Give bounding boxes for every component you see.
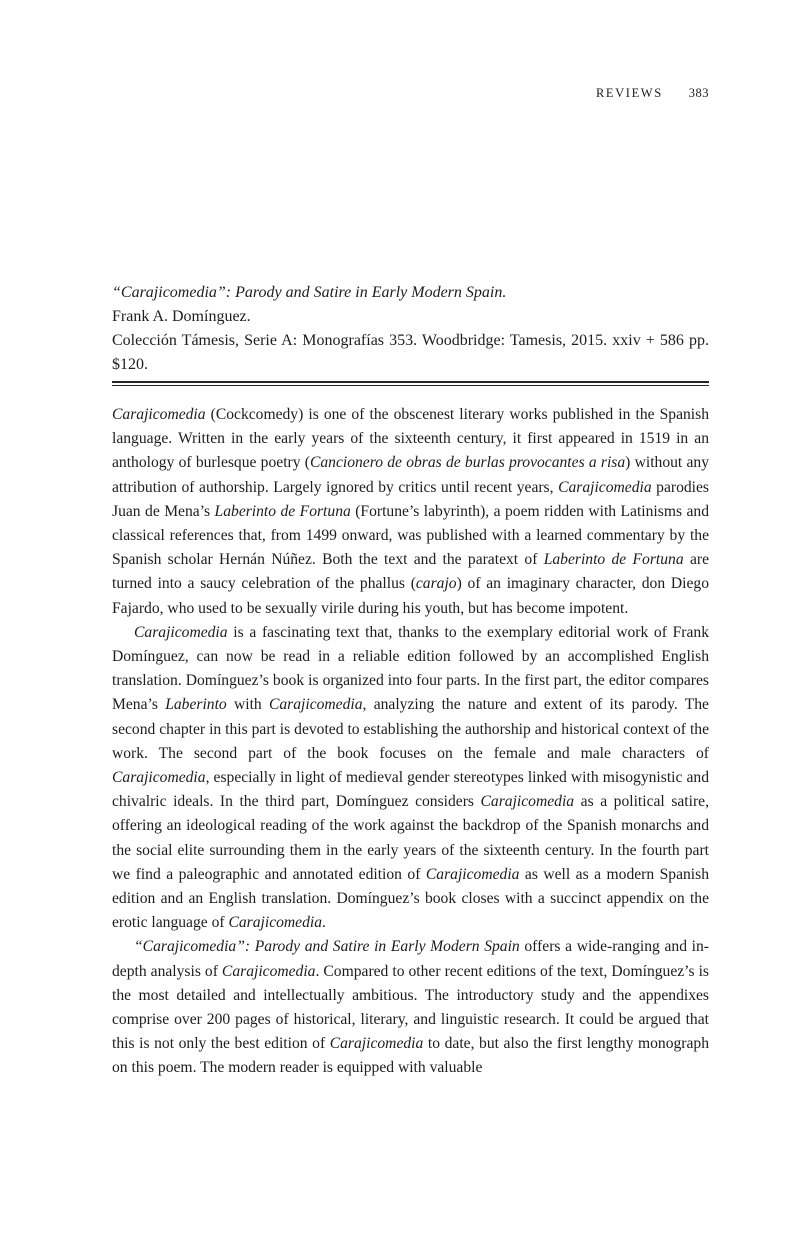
review-paragraph: Carajicomedia is a fascinating text that, thanks to the exemplary editorial work of Frank Domínguez, can now be read in a reliable edition followed by an accomplished English translation. Domínguez’s book is organized into four parts. In the first part, the editor compares Mena’s Laberinto with Carajicomedia, analyzing the nature and extent of its parody. The second chapter in this part is devoted to establishing the authorship and historical context of the work. The second part of the book focuses on the female and male characters of Carajicomedia, especially in light of medieval gender stereotypes linked with misogynistic and chivalric ideals. In the third part, Domínguez considers Carajicomedia as a political satire, offering an ideological reading of the work against the backdrop of the Spanish monarchs and the social elite surrounding them in the early years of the sixteenth century. In the fourth part we find a paleographic and annotated edition of Carajicomedia as well as a modern Spanish edition and an English translation. Domínguez’s book closes with a succinct appendix on the erotic language of Carajicomedia. bbox=[112, 623, 709, 932]
citation-publication: Colección Támesis, Serie A: Monografías 353. Woodbridge: Tamesis, 2015. xxiv + 586 pp. $120. bbox=[112, 332, 709, 373]
running-title: REVIEWS bbox=[596, 86, 663, 100]
review-body bbox=[112, 403, 709, 1081]
running-header bbox=[112, 86, 709, 101]
section-rule bbox=[112, 381, 709, 386]
page-number: 383 bbox=[688, 86, 709, 100]
review-paragraph: “Carajicomedia”: Parody and Satire in Early Modern Spain offers a wide-ranging and in-depth analysis of Carajicomedia. Compared to other recent editions of the text, Domínguez’s is the most detailed and intellectually ambitious. The introductory study and the appendixes comprise over 200 pages of historical, literary, and linguistic research. It could be argued that this is not only the best edition of Carajicomedia to date, but also the first lengthy monograph on this poem. The modern reader is equipped with valuable bbox=[112, 938, 709, 1077]
citation-title: “Carajicomedia”: Parody and Satire in Early Modern Spain. bbox=[112, 284, 507, 301]
review-paragraph: Carajicomedia (Cockcomedy) is one of the obscenest literary works published in the Spanish language. Written in the early years of the sixteenth century, it first appeared in 1519 in an anthology of burlesque poetry (Cancionero de obras de burlas provocantes a risa) without any attribution of authorship. Largely ignored by critics until recent years, Carajicomedia parodies Juan de Mena’s Laberinto de Fortuna (Fortune’s labyrinth), a poem ridden with Latinisms and classical references that, from 1499 onward, was published with a learned commentary by the Spanish scholar Hernán Núñez. Both the text and the paratext of Laberinto de Fortuna are turned into a saucy celebration of the phallus (carajo) of an imaginary character, don Diego Fajardo, who used to be sexually virile during his youth, but has become impotent. bbox=[112, 406, 709, 617]
book-citation bbox=[112, 281, 709, 377]
citation-author: Frank A. Domínguez. bbox=[112, 308, 251, 325]
